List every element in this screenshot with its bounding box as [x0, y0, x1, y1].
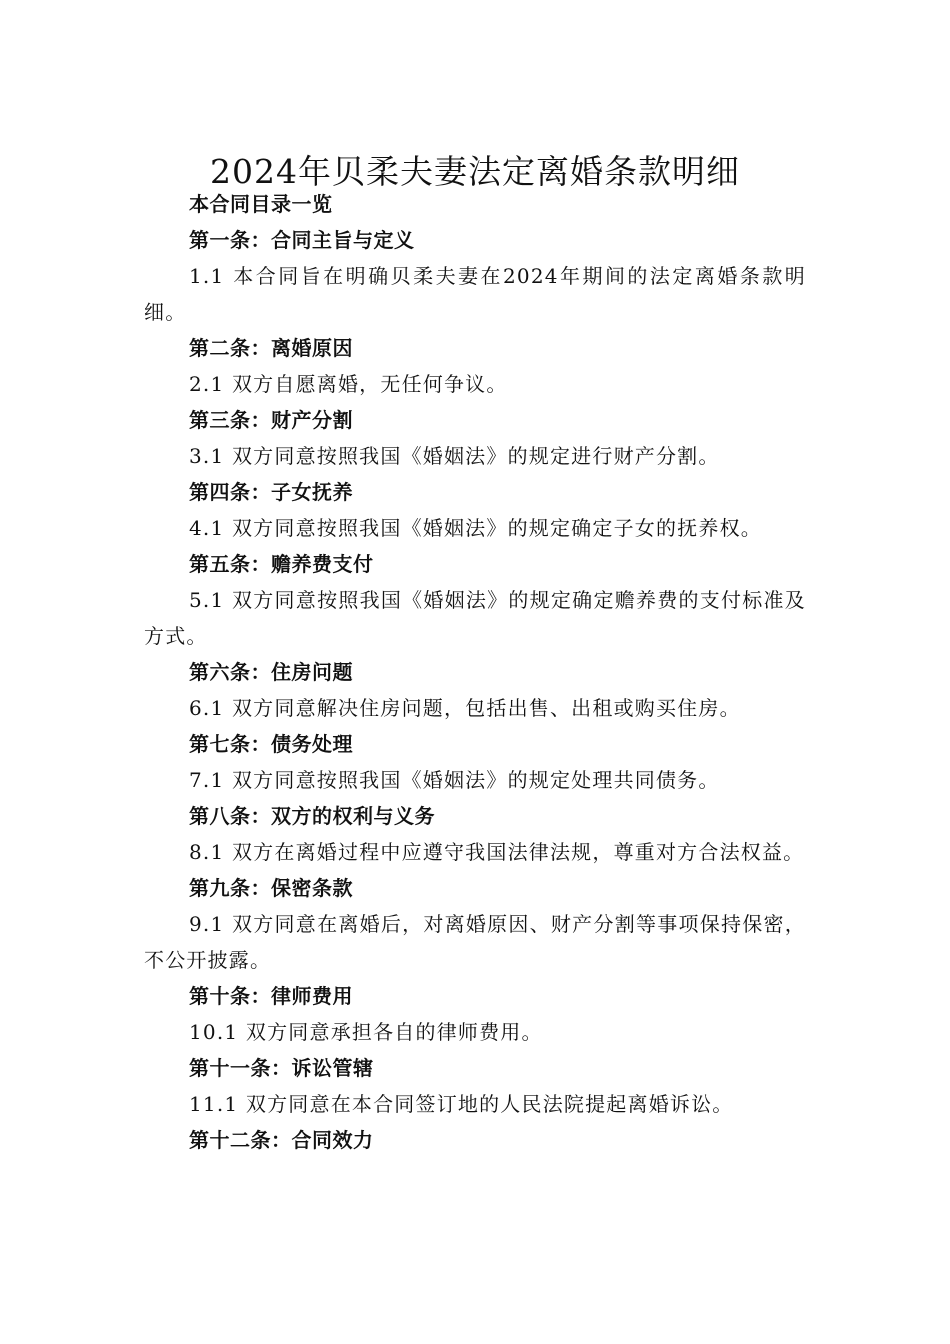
section-heading: 第五条：赡养费支付 — [189, 552, 374, 576]
section-paragraph: 5.1 双方同意按照我国《婚姻法》的规定确定赡养费的支付标准及方式。 — [144, 588, 806, 648]
section-paragraph: 2.1 双方自愿离婚，无任何争议。 — [189, 372, 508, 396]
section-heading: 第九条：保密条款 — [189, 876, 353, 900]
section-paragraph: 3.1 双方同意按照我国《婚姻法》的规定进行财产分割。 — [189, 444, 720, 468]
section-paragraph: 7.1 双方同意按照我国《婚姻法》的规定处理共同债务。 — [189, 768, 720, 792]
section-heading: 第十一条：诉讼管辖 — [189, 1056, 374, 1080]
section-paragraph: 8.1 双方在离婚过程中应遵守我国法律法规，尊重对方合法权益。 — [189, 840, 805, 864]
section-heading: 第三条：财产分割 — [189, 408, 353, 432]
section-paragraph: 10.1 双方同意承担各自的律师费用。 — [189, 1020, 543, 1044]
section-heading: 第六条：住房问题 — [189, 660, 353, 684]
document-title: 2024年贝柔夫妻法定离婚条款明细 — [210, 152, 740, 192]
section-heading: 第十二条：合同效力 — [189, 1128, 374, 1152]
toc-heading: 本合同目录一览 — [189, 192, 333, 216]
document-body — [144, 186, 806, 1158]
section-paragraph: 1.1 本合同旨在明确贝柔夫妻在2024年期间的法定离婚条款明细。 — [144, 264, 806, 324]
section-heading: 第十条：律师费用 — [189, 984, 353, 1008]
section-heading: 第八条：双方的权利与义务 — [189, 804, 435, 828]
section-heading: 第一条：合同主旨与定义 — [189, 228, 415, 252]
section-paragraph: 11.1 双方同意在本合同签订地的人民法院提起离婚诉讼。 — [189, 1092, 734, 1116]
section-paragraph: 4.1 双方同意按照我国《婚姻法》的规定确定子女的抚养权。 — [189, 516, 762, 540]
section-paragraph: 6.1 双方同意解决住房问题，包括出售、出租或购买住房。 — [189, 696, 741, 720]
section-heading: 第四条：子女抚养 — [189, 480, 353, 504]
section-heading: 第七条：债务处理 — [189, 732, 353, 756]
section-heading: 第二条：离婚原因 — [189, 336, 353, 360]
section-paragraph: 9.1 双方同意在离婚后，对离婚原因、财产分割等事项保持保密，不公开披露。 — [144, 912, 806, 972]
